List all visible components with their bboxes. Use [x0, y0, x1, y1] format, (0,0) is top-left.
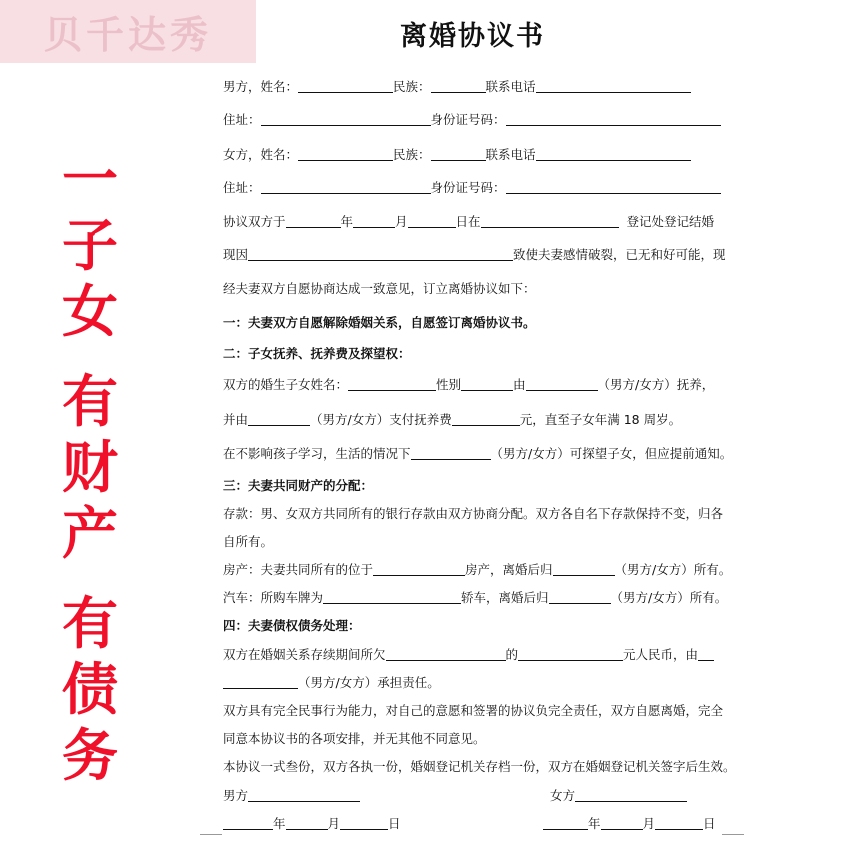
blank-field[interactable] [223, 675, 298, 689]
blank-field[interactable] [248, 412, 310, 426]
blank-field[interactable] [298, 79, 393, 93]
copies-text: 本协议一式叁份，双方各执一份，婚姻登记机关存档一份，双方在婚姻登记机关签字后生效。 [223, 759, 736, 774]
blank-field[interactable] [655, 816, 703, 830]
page-corner-mark [722, 834, 744, 845]
blank-field[interactable] [261, 180, 431, 194]
watermark-text: 贝千达秀 [43, 13, 212, 57]
blank-field[interactable] [298, 147, 393, 161]
deposit-text-1: 存款：男、女双方共同所有的银行存款由双方协商分配。双方各自名下存款保持不变，归各 [223, 506, 724, 521]
blank-field[interactable] [543, 816, 588, 830]
blank-field[interactable] [261, 112, 431, 126]
side-char: 财 [62, 436, 118, 501]
blank-field[interactable] [431, 79, 486, 93]
side-char: 有 [62, 592, 118, 657]
side-char: 债 [62, 658, 118, 723]
label: 双方的婚生子女姓名： [223, 377, 349, 392]
male-info-row [223, 77, 691, 95]
label: 登记处登记结婚 [626, 214, 715, 229]
side-char: 子 [62, 214, 118, 279]
capacity-text-2: 同意本协议书的各项安排，并无其他不同意见。 [223, 731, 486, 746]
blank-field[interactable] [340, 816, 388, 830]
label: 并由 [223, 412, 249, 427]
child-row [223, 375, 714, 393]
page-corner-mark [200, 834, 222, 845]
marriage-date-row [223, 212, 714, 230]
label: 房产，离婚后归 [465, 562, 553, 577]
blank-field[interactable] [431, 147, 486, 161]
blank-field[interactable] [481, 214, 619, 228]
capacity-text-1: 双方具有完全民事行为能力，对自己的意愿和签署的协议负完全责任，双方自愿离婚，完全 [223, 703, 724, 718]
side-char: 一 [62, 148, 118, 213]
side-char: 务 [62, 724, 118, 789]
male-sign-date [223, 814, 401, 832]
blank-field[interactable] [286, 214, 341, 228]
label: 男方，姓名： [223, 79, 299, 94]
blank-field[interactable] [386, 647, 506, 661]
label: 在不影响孩子学习，生活的情况下 [223, 446, 411, 461]
label: 月 [642, 816, 656, 831]
label: 男方 [223, 788, 249, 803]
label: 民族： [393, 79, 431, 94]
blank-field[interactable] [408, 214, 456, 228]
label: 女方，姓名： [223, 147, 299, 162]
blank-field[interactable] [223, 816, 273, 830]
debt-row-2 [223, 673, 440, 691]
blank-field[interactable] [553, 562, 615, 576]
blank-field[interactable] [248, 247, 513, 261]
male-address-row [223, 110, 721, 128]
label: 联系电话 [485, 79, 536, 94]
document-title: 离婚协议书 [400, 21, 545, 52]
label: 元，直至子女年满 18 周岁。 [519, 412, 682, 427]
side-annotation [55, 148, 125, 790]
side-char: 有 [62, 370, 118, 435]
label: （男方/女方）所有。 [610, 590, 728, 605]
label: 联系电话 [485, 147, 536, 162]
blank-field[interactable] [353, 214, 395, 228]
blank-field[interactable] [461, 377, 513, 391]
female-info-row [223, 145, 691, 163]
label: 年 [273, 816, 286, 831]
section-4-heading: 四：夫妻债权债务处理： [223, 618, 361, 633]
label: 月 [395, 214, 408, 229]
label: 日 [388, 816, 401, 831]
watermark [0, 0, 256, 63]
label: （男方/女方）抚养， [597, 377, 715, 392]
blank-field[interactable] [348, 377, 436, 391]
blank-field[interactable] [323, 590, 461, 604]
blank-field[interactable] [536, 79, 691, 93]
label: 住址： [223, 180, 261, 195]
section-1-heading: 一：夫妻双方自愿解除婚姻关系，自愿签订离婚协议书。 [223, 315, 536, 330]
blank-field[interactable] [518, 647, 623, 661]
car-row [223, 588, 727, 606]
female-address-row [223, 178, 721, 196]
blank-field[interactable] [506, 112, 721, 126]
label: 的 [505, 647, 519, 662]
section-2-heading: 二：子女抚养、抚养费及探望权： [223, 346, 411, 361]
label: （男方/女方）所有。 [614, 562, 732, 577]
label: 双方在婚姻关系存续期间所欠 [223, 647, 386, 662]
label: 年 [340, 214, 354, 229]
label: 协议双方于 [223, 214, 286, 229]
female-sign-date [543, 814, 716, 832]
house-row [223, 560, 731, 578]
signature-field[interactable] [248, 788, 360, 802]
label: 轿车，离婚后归 [461, 590, 549, 605]
label: 现因 [223, 247, 249, 262]
side-char: 女 [62, 280, 118, 345]
blank-field[interactable] [526, 377, 598, 391]
label: 日在 [455, 214, 481, 229]
female-signature-row [550, 786, 687, 804]
label: 住址： [223, 112, 261, 127]
blank-field[interactable] [373, 562, 465, 576]
label: 由 [513, 377, 526, 392]
visit-row [223, 444, 732, 462]
debt-row [223, 645, 714, 663]
label: 致使夫妻感情破裂，已无和好可能，现 [513, 247, 726, 262]
label: （男方/女方）支付抚养费 [310, 412, 452, 427]
blank-field[interactable] [698, 647, 714, 661]
label: 女方 [550, 788, 576, 803]
label: 元人民币，由 [623, 647, 699, 662]
blank-field[interactable] [452, 412, 520, 426]
blank-field[interactable] [506, 180, 721, 194]
male-signature-row [223, 786, 360, 804]
deposit-text-2: 自所有。 [223, 534, 274, 549]
blank-field[interactable] [549, 590, 611, 604]
support-row [223, 410, 681, 428]
label: 身份证号码： [430, 112, 506, 127]
label: 性别 [436, 377, 462, 392]
label: 年 [588, 816, 601, 831]
label: 房产：夫妻共同所有的位于 [223, 562, 374, 577]
section-3-heading: 三：夫妻共同财产的分配： [223, 478, 374, 493]
blank-field[interactable] [536, 147, 691, 161]
label: 日 [703, 816, 716, 831]
cause-row [223, 245, 726, 263]
label: 汽车：所购车牌为 [223, 590, 324, 605]
blank-field[interactable] [601, 816, 643, 830]
label: 月 [327, 816, 341, 831]
blank-field[interactable] [286, 816, 328, 830]
blank-field[interactable] [411, 446, 491, 460]
label: （男方/女方）承担责任。 [298, 675, 440, 690]
side-char: 产 [62, 502, 118, 567]
consensus-text: 经夫妻双方自愿协商达成一致意见，订立离婚协议如下： [223, 281, 536, 296]
signature-field[interactable] [575, 788, 687, 802]
label: 身份证号码： [430, 180, 506, 195]
label: （男方/女方）可探望子女，但应提前通知。 [490, 446, 733, 461]
label: 民族： [393, 147, 431, 162]
